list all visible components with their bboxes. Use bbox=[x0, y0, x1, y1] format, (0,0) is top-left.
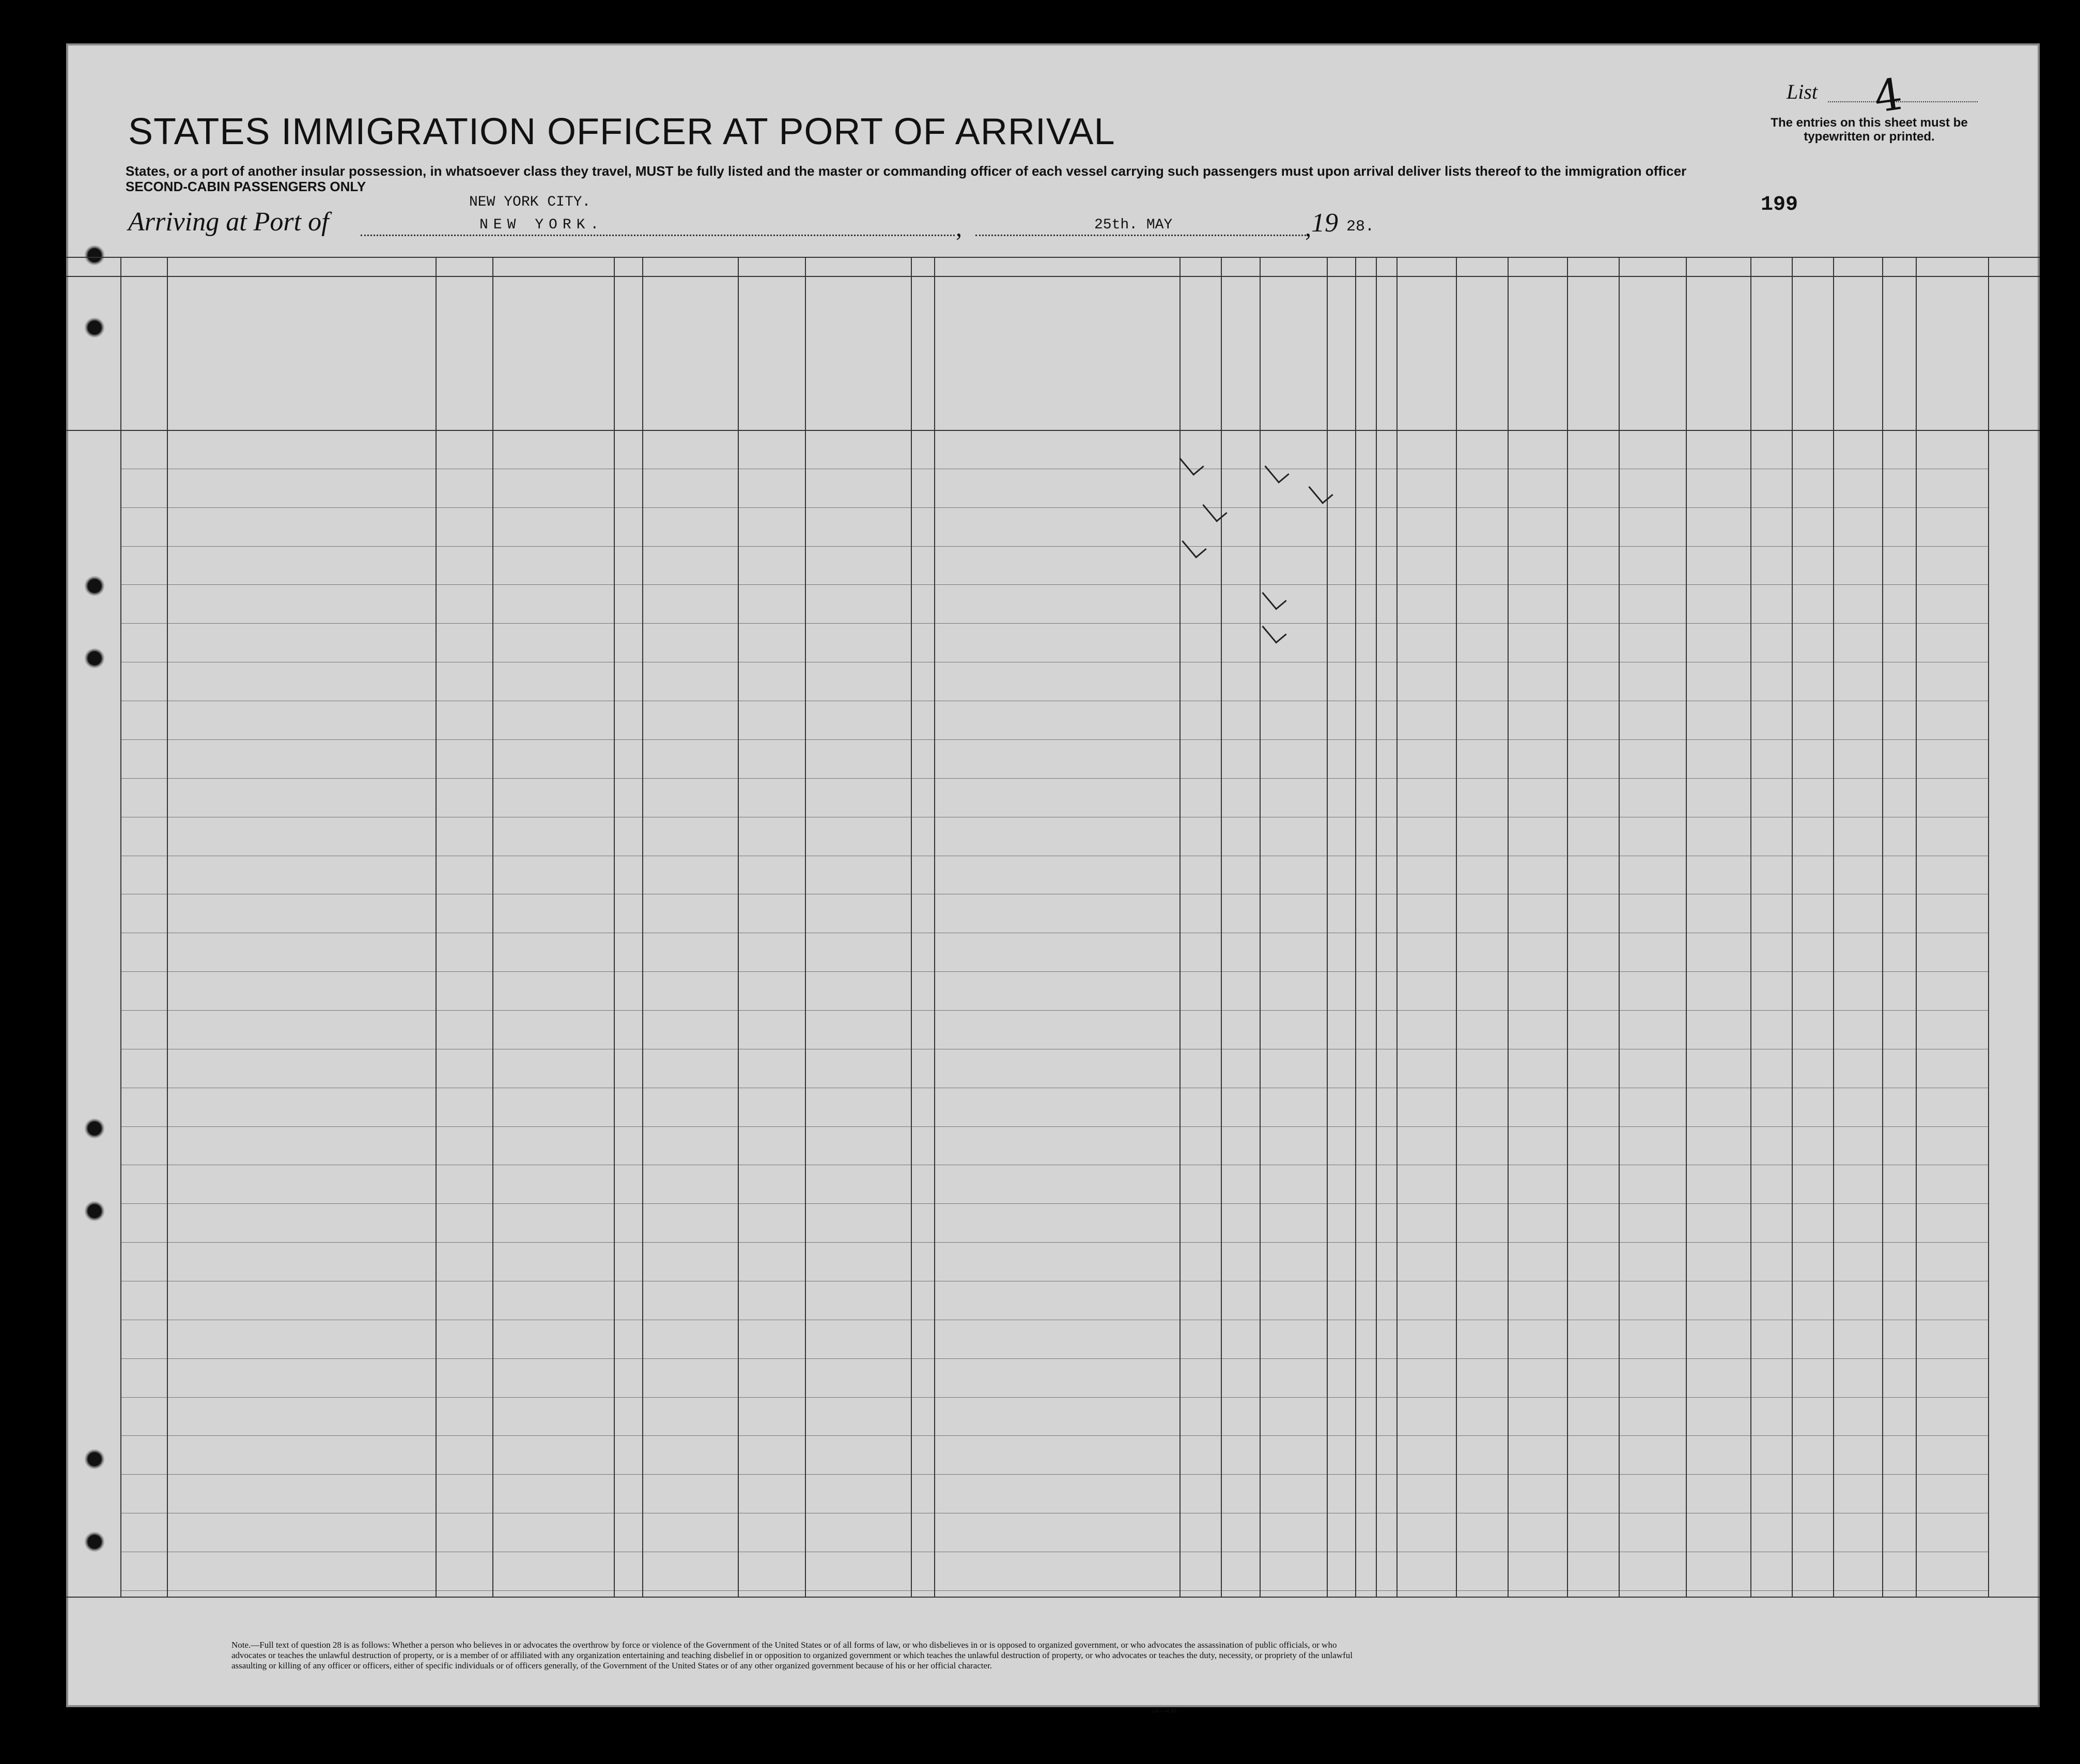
header-purpose-b bbox=[1265, 333, 1296, 426]
binder-hole bbox=[84, 1449, 105, 1469]
column-rule bbox=[1988, 257, 1989, 1597]
column-rule bbox=[1916, 257, 1917, 1597]
header-purpose-c bbox=[1329, 333, 1353, 426]
date-underline bbox=[975, 235, 1306, 236]
page-title: STATES IMMIGRATION OFFICER AT PORT OF ARRIVAL bbox=[128, 111, 1115, 152]
row-rule bbox=[120, 739, 1988, 740]
header-q29 bbox=[1513, 333, 1559, 426]
row-rule bbox=[120, 1358, 1988, 1359]
instruction-text: States, or a port of another insular possession, in whatsoever class they travel, MUST be fully listed and the master or commanding officer of each vessel carrying such passengers must upon arrival deliver lists thereof to the immigration officer bbox=[126, 163, 1687, 179]
header-q28 bbox=[1461, 333, 1502, 426]
class-label: SECOND-CABIN PASSENGERS ONLY bbox=[126, 179, 366, 194]
arrival-date: 25th. MAY bbox=[1094, 217, 1173, 233]
column-rule bbox=[1792, 257, 1793, 1597]
row-rule bbox=[120, 1010, 1988, 1011]
column-rule bbox=[167, 257, 168, 1597]
handwritten-check bbox=[1308, 478, 1333, 504]
handwritten-check bbox=[1262, 617, 1286, 643]
header-purpose-a bbox=[1226, 333, 1260, 426]
page-number: 199 bbox=[1761, 193, 1798, 216]
handwritten-check bbox=[1179, 450, 1204, 475]
column-rule bbox=[1750, 257, 1751, 1597]
column-rule bbox=[1260, 257, 1261, 1597]
list-label: List bbox=[1787, 80, 1818, 103]
port-line-2: NEW YORK. bbox=[479, 217, 604, 233]
header-possession-50 bbox=[740, 333, 766, 426]
column-rule bbox=[1396, 257, 1398, 1597]
column-rule bbox=[805, 257, 806, 1597]
column-rule bbox=[1355, 257, 1356, 1597]
binder-hole bbox=[84, 317, 105, 338]
binder-hole bbox=[84, 1201, 105, 1221]
handwritten-check bbox=[1264, 457, 1289, 483]
column-rule bbox=[1508, 257, 1509, 1597]
column-rule bbox=[120, 257, 121, 1597]
column-rule bbox=[1221, 257, 1222, 1597]
column-rule bbox=[1456, 257, 1457, 1597]
header-prison bbox=[1356, 333, 1374, 426]
row-rule bbox=[120, 1203, 1988, 1204]
column-rule bbox=[492, 257, 493, 1597]
binder-hole bbox=[84, 245, 105, 266]
row-rule bbox=[120, 1435, 1988, 1436]
table-rule bbox=[66, 430, 2040, 431]
column-rule bbox=[738, 257, 739, 1597]
row-rule bbox=[120, 1474, 1988, 1475]
header-polygamist bbox=[1377, 333, 1395, 426]
row-rule bbox=[120, 1397, 1988, 1398]
header-anarchist bbox=[1399, 333, 1420, 426]
year-suffix: 28. bbox=[1346, 218, 1375, 236]
column-rule bbox=[1686, 257, 1687, 1597]
row-rule bbox=[120, 507, 1988, 508]
row-rule bbox=[120, 778, 1988, 779]
row-rule bbox=[120, 971, 1988, 972]
column-rule bbox=[614, 257, 615, 1597]
column-rule bbox=[934, 257, 935, 1597]
column-rule bbox=[642, 257, 643, 1597]
binder-hole bbox=[84, 1531, 105, 1552]
table-rule bbox=[66, 1597, 2040, 1598]
row-rule bbox=[120, 1242, 1988, 1243]
year-prefix: 19 bbox=[1311, 208, 1338, 238]
arriving-label: Arriving at Port of bbox=[128, 207, 329, 237]
table-rule bbox=[66, 276, 2040, 277]
row-rule bbox=[120, 584, 1988, 585]
row-rule bbox=[120, 1126, 1988, 1127]
binder-hole bbox=[84, 1118, 105, 1139]
column-rule bbox=[1376, 257, 1377, 1597]
column-rule bbox=[1327, 257, 1328, 1597]
column-rule bbox=[1619, 257, 1620, 1597]
header-ticket bbox=[616, 333, 640, 426]
table-rule bbox=[66, 257, 2040, 258]
binder-hole bbox=[84, 576, 105, 596]
port-underline bbox=[361, 235, 955, 236]
column-rule bbox=[911, 257, 912, 1597]
row-rule bbox=[120, 623, 1988, 624]
manifest-sheet: STATES IMMIGRATION OFFICER AT PORT OF ARRIVAL States, or a port of another insular possession, in whatsoever class they travel, MUST be fully listed and the master or commanding officer of each vessel carrying such passengers must upon arrival deliver lists thereof to the immigration officer SECOND-CABIN PASSENGERS ONLY List 4 The entries on this sheet must be typewritten or printed. 199 Arriving at Port of NEW YORK CITY. NEW YORK. , 25th. MAY , 19 28. Note.—Full text of question 28 is as follows: Whether a person who believes in or advocates the overthrow by force or violence of the Government of the United States or of all forms of law, or who disbelieves in or is opposed to organized government, or who advocates the assassination of public officials, or who advocates or teaches the unlawful destruction of property, or is a member of or affiliated with any organization entertaining and teaching disbelief in or opposition to organized government or which teaches the unlawful destruction of property, or who advocates or teaches the duty, necessity, or propriety of the unlawful assaulting or killing of any officer or officers, either of specific individuals or of officers generally, of the Government of the United States or of any other organized government because of his or her official character. 14—430 bbox=[66, 43, 2040, 1707]
form-number: 14—430 bbox=[1151, 1707, 1176, 1715]
entries-note: The entries on this sheet must be typewritten or printed. bbox=[1771, 116, 1968, 144]
list-number: 4 bbox=[1871, 68, 1906, 123]
binder-hole bbox=[84, 648, 105, 669]
column-rule bbox=[1882, 257, 1883, 1597]
handwritten-check bbox=[1202, 496, 1227, 522]
handwritten-check bbox=[1182, 532, 1206, 558]
handwritten-check bbox=[1262, 584, 1286, 610]
column-rule bbox=[436, 257, 437, 1597]
port-line-1: NEW YORK CITY. bbox=[469, 194, 591, 210]
column-rule bbox=[1567, 257, 1568, 1597]
header-q30 bbox=[1572, 333, 1613, 426]
footnote: Note.—Full text of question 28 is as follows: Whether a person who believes in or advocates the overthrow by force or violence of the Government of the United States or of all forms of law, or who disbelieves in or is opposed to organized government, or who advocates the assassination of public officials, or who advocates or teaches the unlawful destruction of property, or is a member of or affiliated with any organization entertaining and teaching disbelief in or opposition to organized government or which teaches the unlawful destruction of property, or who advocates or teaches the duty, necessity, or propriety of the unlawful assaulting or killing of any officer or officers, either of specific individuals or of officers generally, of the Government of the United States or of any other organized government because of his or her official character. bbox=[231, 1640, 1353, 1670]
row-rule bbox=[120, 1590, 1988, 1591]
row-rule bbox=[120, 546, 1988, 547]
column-rule bbox=[1833, 257, 1834, 1597]
